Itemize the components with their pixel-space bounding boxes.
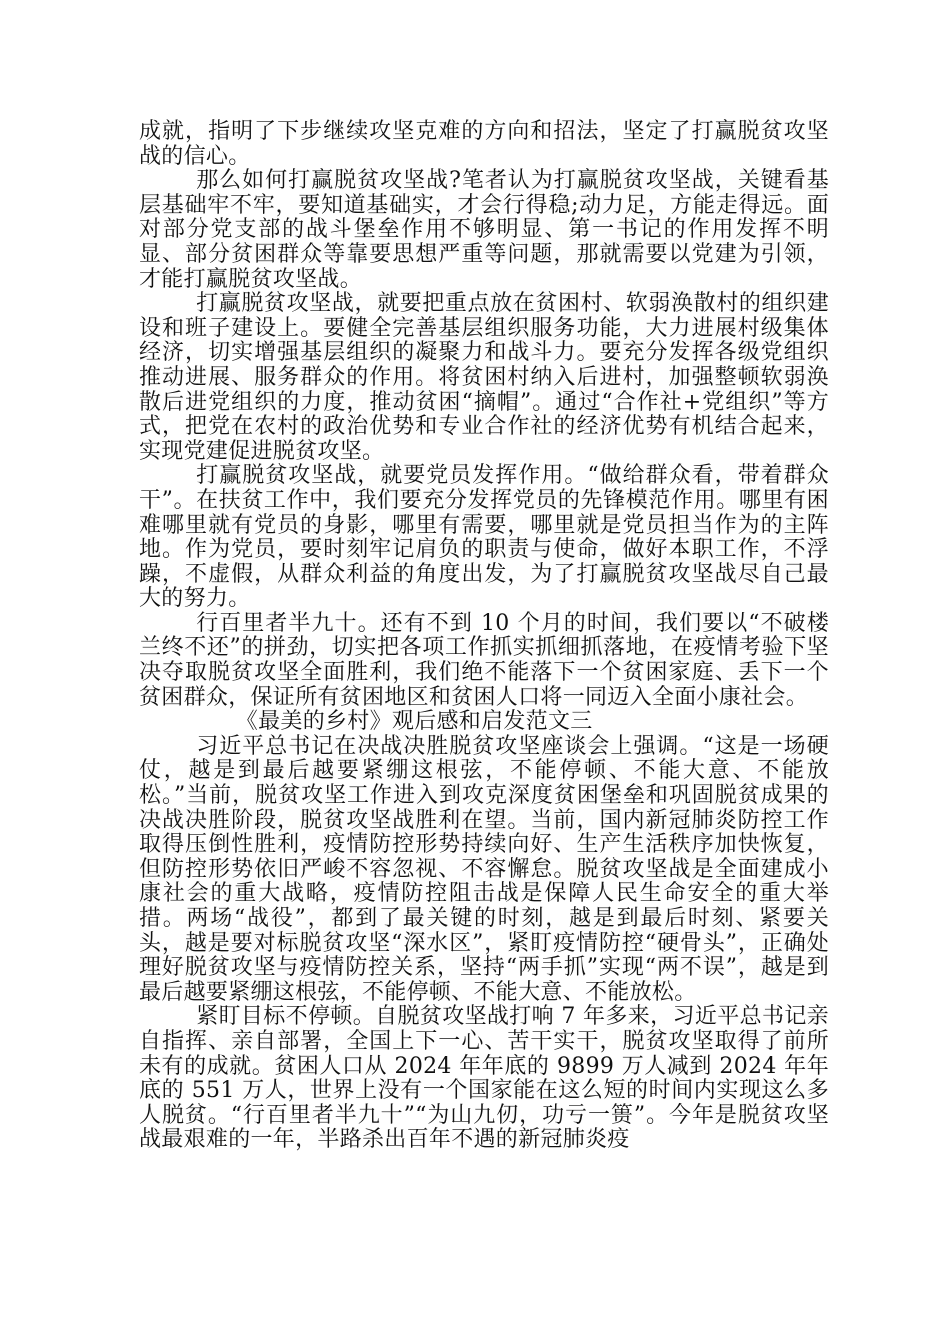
paragraph: 那么如何打赢脱贫攻坚战?笔者认为打赢脱贫攻坚战，关键看基层基础牢不牢，要知道基础实，才会行得稳;动力足，方能走得远。面对部分党支部的战斗堡垒作用不够明显、第一书记的作用发挥不明显、部分贫困群众等靠要思想严重等问题，那就需要以党建为引领，才能打赢脱贫攻坚战。 — [139, 168, 829, 292]
document-page — [139, 120, 829, 1153]
paragraph: 打赢脱贫攻坚战，就要把重点放在贫困村、软弱涣散村的组织建设和班子建设上。要健全完善基层组织服务功能，大力进展村级集体经济，切实增强基层组织的凝聚力和战斗力。要充分发挥各级党组织推动进展、服务群众的作用。将贫困村纳入后进村，加强整顿软弱涣散后进党组织的力度，推动贫困“摘帽”。通过“合作社+党组织”等方式，把党在农村的政治优势和专业合作社的经济优势有机结合起来，实现党建促进脱贫攻坚。 — [139, 291, 829, 464]
paragraph-continuation: 成就，指明了下步继续攻坚克难的方向和招法，坚定了打赢脱贫攻坚战的信心。 — [139, 119, 829, 169]
section-heading: 《最美的乡村》观后感和启发范文三 — [235, 709, 593, 735]
paragraph: 打赢脱贫攻坚战，就要党员发挥作用。“做给群众看，带着群众干”。在扶贫工作中，我们要充分发挥党员的先锋模范作用。哪里有困难哪里就有党员的身影，哪里有需要，哪里就是党员担当作为的主阵地。作为党员，要时刻牢记肩负的职责与使命，做好本职工作，不浮躁，不虚假，从群众利益的角度出发，为了打赢脱贫攻坚战尽自己最大的努力。 — [139, 463, 829, 612]
paragraph: 紧盯目标不停顿。自脱贫攻坚战打响 7 年多来，习近平总书记亲自指挥、亲自部署，全国上下一心、苦干实干，脱贫攻坚取得了前所未有的成就。贫困人口从 2024 年年底的 9899 万人减到 2024 年年底的 551 万人，世界上没有一个国家能在这么短的时间内实现这么多人脱贫。“行百里者半九十”“为山九仞，功亏一篑”。今年是脱贫攻坚战最艰难的一年，半路杀出百年不遇的新冠肺炎疫 — [139, 1004, 829, 1153]
paragraph: 行百里者半九十。还有不到 10 个月的时间，我们要以“不破楼兰终不还”的拼劲，切实把各项工作抓实抓细抓落地，在疫情考验下坚决夺取脱贫攻坚全面胜利，我们绝不能落下一个贫困家庭、丢下一个贫困群众，保证所有贫困地区和贫困人口将一同迈入全面小康社会。 — [139, 610, 829, 710]
paragraph: 习近平总书记在决战决胜脱贫攻坚座谈会上强调。“这是一场硬仗，越是到最后越要紧绷这根弦，不能停顿、不能大意、不能放松。”当前，脱贫攻坚工作进入到攻克深度贫困堡垒和巩固脱贫成果的决战决胜阶段，脱贫攻坚战胜利在望。当前，国内新冠肺炎防控工作取得压倒性胜利，疫情防控形势持续向好、生产生活秩序加快恢复，但防控形势依旧严峻不容忽视、不容懈怠。脱贫攻坚战是全面建成小康社会的重大战略，疫情防控阻击战是保障人民生命安全的重大举措。两场“战役”，都到了最关键的时刻，越是到最后时刻、紧要关头，越是要对标脱贫攻坚“深水区”，紧盯疫情防控“硬骨头”，正确处理好脱贫攻坚与疫情防控关系，坚持“两手抓”实现“两不误”，越是到最后越要紧绷这根弦，不能停顿、不能大意、不能放松。 — [139, 733, 829, 1005]
